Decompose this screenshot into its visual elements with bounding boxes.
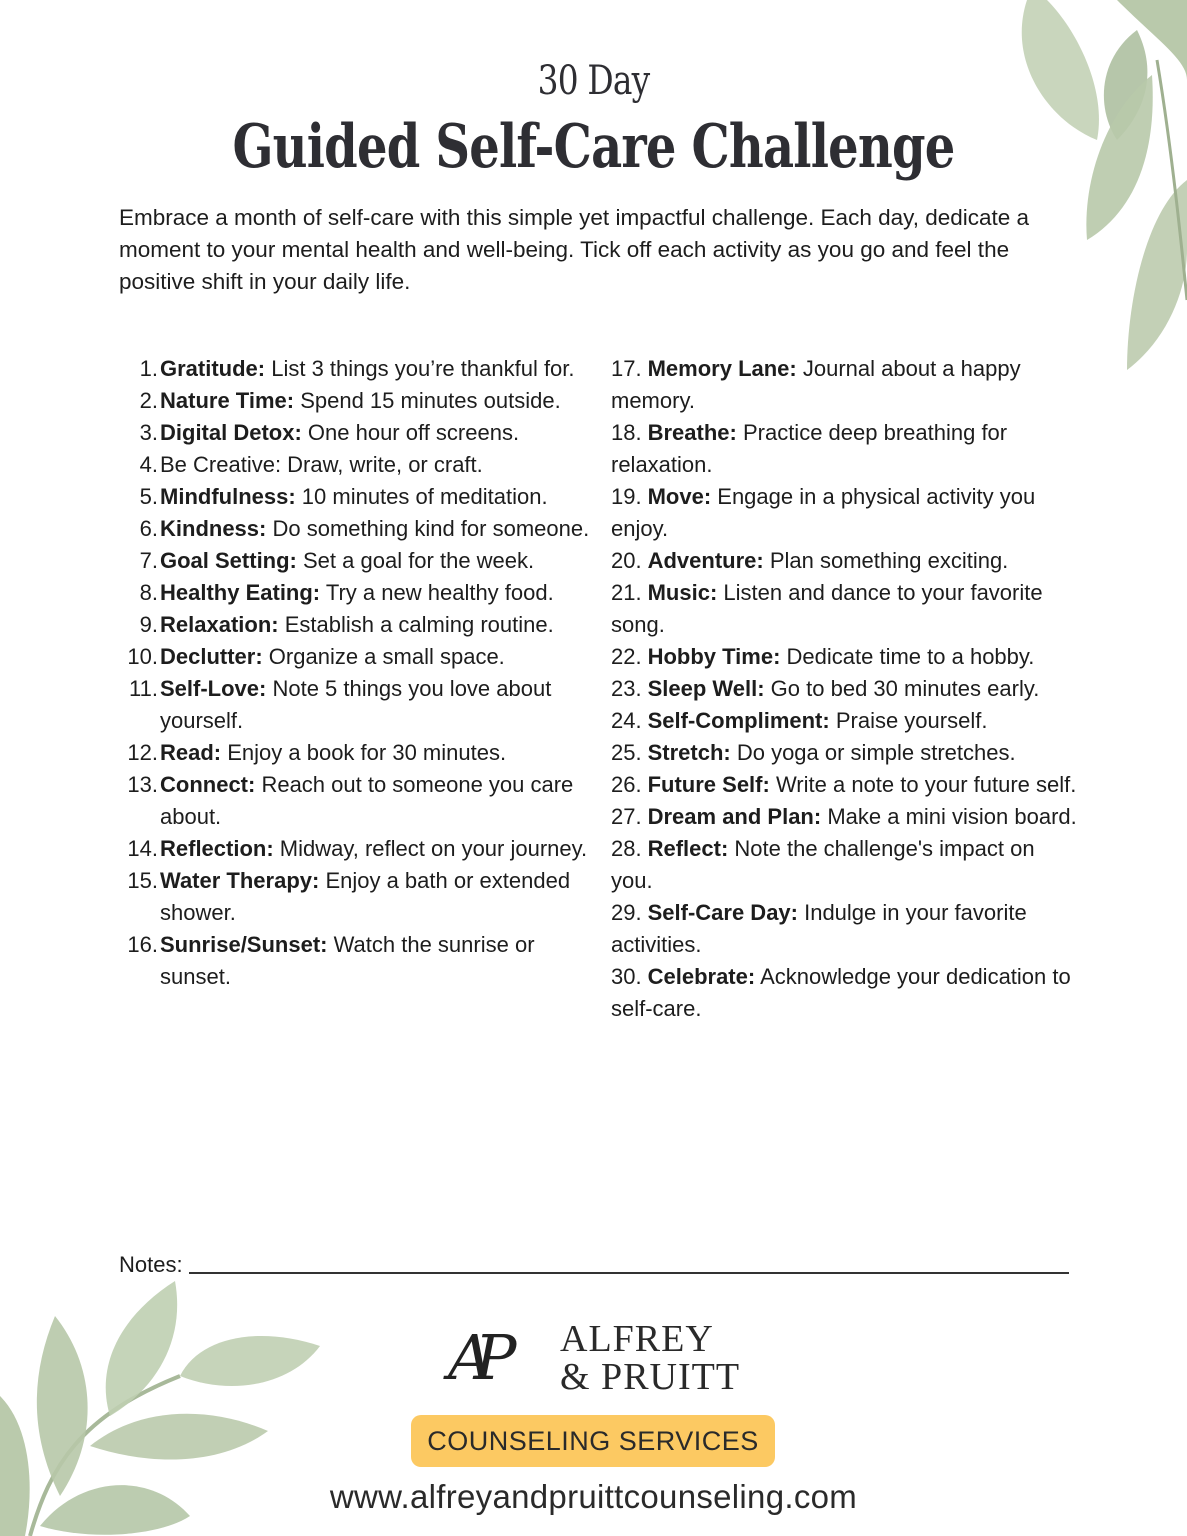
logo-wordmark: ALFREY & PRUITT xyxy=(560,1318,741,1398)
list-item: 11. Self-Love: Note 5 things you love about yourself. xyxy=(129,676,552,733)
company-logo xyxy=(448,1318,748,1398)
list-item: 29. Self-Care Day: Indulge in your favorite activities. xyxy=(611,900,1027,957)
notes-field[interactable] xyxy=(119,1252,1069,1278)
activity-list-left xyxy=(112,353,592,993)
list-item: 21. Music: Listen and dance to your favorite song. xyxy=(611,580,1043,637)
list-item: 16. Sunrise/Sunset: Watch the sunrise or sunset. xyxy=(127,932,535,989)
website-url[interactable]: www.alfreyandpruittcounseling.com xyxy=(329,1478,858,1515)
list-item: 8. Healthy Eating: Try a new healthy food. xyxy=(139,580,554,605)
list-item: 20. Adventure: Plan something exciting. xyxy=(611,548,1009,573)
list-item: 18. Breathe: Practice deep breathing for relaxation. xyxy=(611,420,1008,477)
list-item: 23. Sleep Well: Go to bed 30 minutes early. xyxy=(611,676,1040,701)
list-item: 15. Water Therapy: Enjoy a bath or extended shower. xyxy=(127,868,571,925)
list-item: 14. Reflection: Midway, reflect on your journey. xyxy=(127,836,588,861)
list-item: 3. Digital Detox: One hour off screens. xyxy=(139,420,520,445)
list-item: 10. Declutter: Organize a small space. xyxy=(127,644,505,669)
list-item: 1. Gratitude: List 3 things you’re thankful for. xyxy=(139,356,575,381)
list-item: 30. Celebrate: Acknowledge your dedication to self-care. xyxy=(611,964,1071,1021)
list-item: 12. Read: Enjoy a book for 30 minutes. xyxy=(127,740,507,765)
monogram-logo-icon: AP xyxy=(448,1321,499,1394)
list-item: 6. Kindness: Do something kind for someone. xyxy=(139,516,590,541)
list-item: 9. Relaxation: Establish a calming routine. xyxy=(139,612,554,637)
activity-list-right xyxy=(611,353,1081,1025)
list-item: 26. Future Self: Write a note to your future self. xyxy=(611,772,1077,797)
notes-label: Notes: xyxy=(119,1252,183,1277)
list-item: 7. Goal Setting: Set a goal for the week. xyxy=(139,548,535,573)
list-item: 22. Hobby Time: Dedicate time to a hobby. xyxy=(611,644,1035,669)
list-item: 19. Move: Engage in a physical activity you enjoy. xyxy=(611,484,1036,541)
page-title: Guided Self-Care Challenge xyxy=(232,112,955,182)
list-item: 24. Self-Compliment: Praise yourself. xyxy=(611,708,988,733)
list-item: 4. Be Creative: Draw, write, or craft. xyxy=(139,452,483,477)
intro-paragraph: Embrace a month of self-care with this simple yet impactful challenge. Each day, dedicate a moment to your mental health and well-being. Tick off each activity as you go and feel the positive shift in your daily life. xyxy=(119,205,1030,294)
list-item: 28. Reflect: Note the challenge's impact on you. xyxy=(611,836,1035,893)
leaf-decoration-icon xyxy=(987,0,1187,380)
counseling-services-badge: COUNSELING SERVICES xyxy=(411,1415,775,1467)
list-item: 2. Nature Time: Spend 15 minutes outside. xyxy=(139,388,561,413)
page-subtitle: 30 Day xyxy=(537,58,650,104)
list-item: 17. Memory Lane: Journal about a happy memory. xyxy=(611,356,1021,413)
list-item: 27. Dream and Plan: Make a mini vision board. xyxy=(611,804,1077,829)
list-item: 13. Connect: Reach out to someone you care about. xyxy=(127,772,574,829)
notes-line[interactable] xyxy=(189,1252,1069,1274)
list-item: 25. Stretch: Do yoga or simple stretches. xyxy=(611,740,1016,765)
list-item: 5. Mindfulness: 10 minutes of meditation. xyxy=(139,484,548,509)
